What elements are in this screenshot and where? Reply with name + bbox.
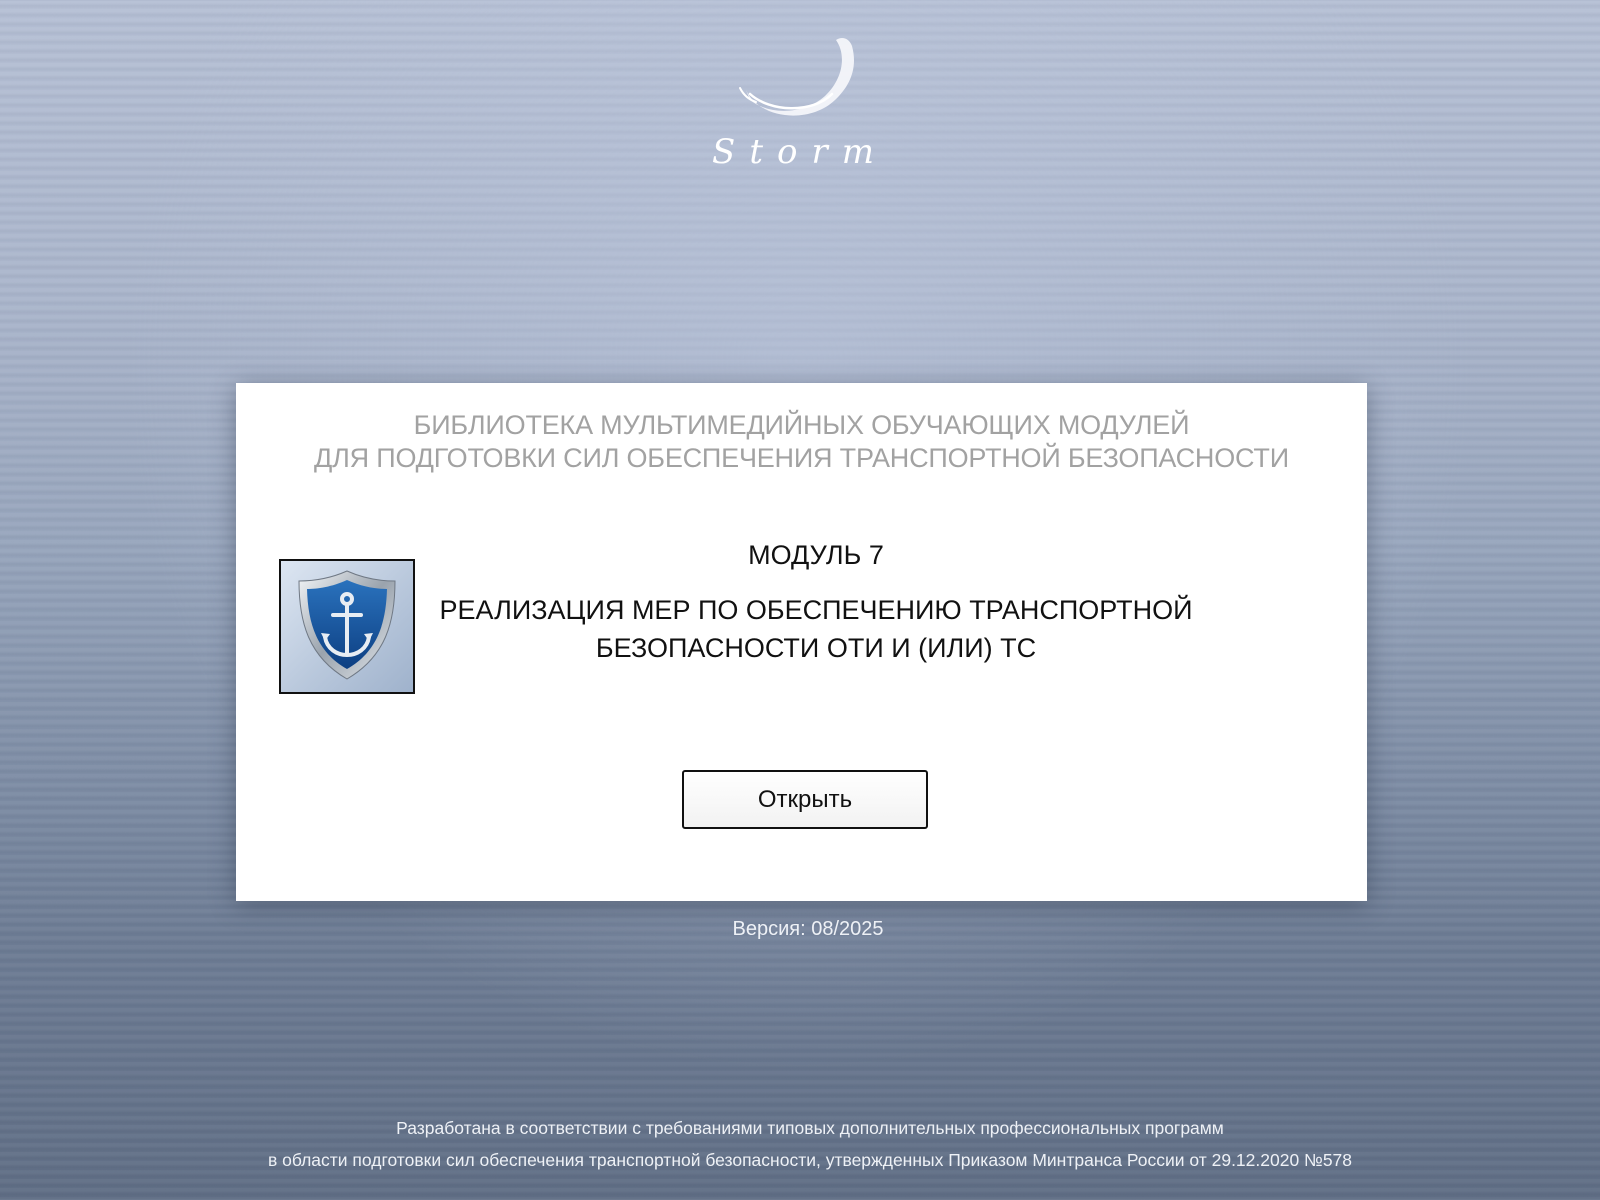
footer-line1: Разработана в соответствии с требованиями типовых дополнительных профессиональных программ	[396, 1118, 1224, 1138]
open-button[interactable]: Открыть	[682, 770, 928, 829]
footer	[0, 1112, 1600, 1176]
storm-logo-text: Storm	[712, 132, 888, 172]
storm-logo-icon	[700, 28, 900, 178]
version-label: Версия: 08/2025	[732, 918, 884, 940]
storm-logo	[700, 28, 900, 178]
library-title	[236, 409, 1367, 475]
module-number: МОДУЛЬ 7	[748, 540, 884, 570]
module-title-line1: РЕАЛИЗАЦИЯ МЕР ПО ОБЕСПЕЧЕНИЮ ТРАНСПОРТНОЙ	[439, 595, 1193, 625]
footer-line2: в области подготовки сил обеспечения транспортной безопасности, утвержденных Приказом Минтранса России от 29.12.2020 №578	[267, 1150, 1353, 1170]
library-title-line2: ДЛЯ ПОДГОТОВКИ СИЛ ОБЕСПЕЧЕНИЯ ТРАНСПОРТНОЙ БЕЗОПАСНОСТИ	[314, 443, 1289, 473]
module-title-line2: БЕЗОПАСНОСТИ ОТИ И (ИЛИ) ТС	[595, 633, 1037, 663]
module-title	[336, 591, 1296, 667]
library-title-line1: БИБЛИОТЕКА МУЛЬТИМЕДИЙНЫХ ОБУЧАЮЩИХ МОДУЛЕЙ	[413, 410, 1190, 440]
module-card	[236, 383, 1367, 901]
